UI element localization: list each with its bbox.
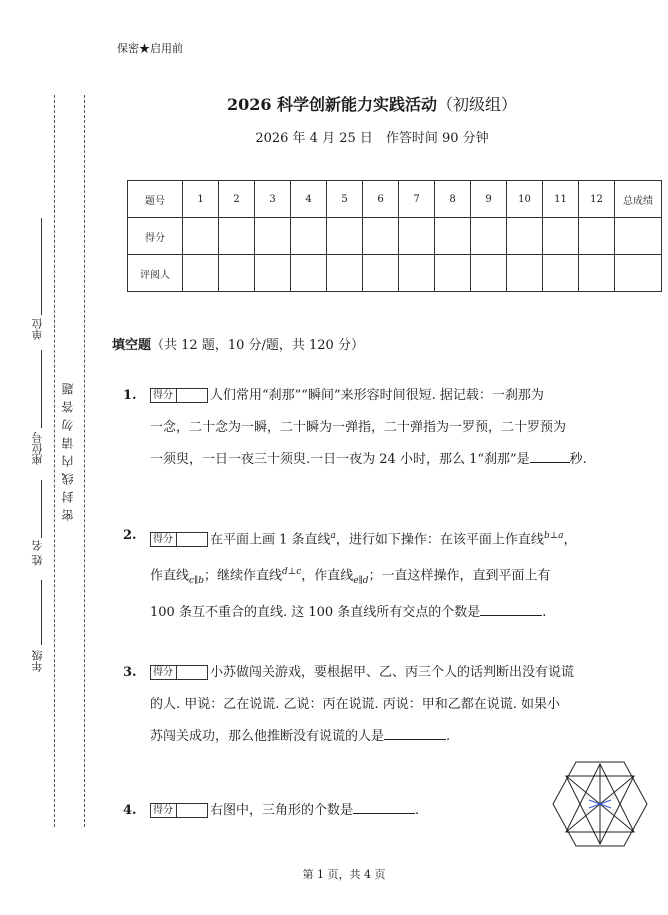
question-text: ， bbox=[563, 532, 577, 548]
exam-title bbox=[0, 92, 668, 115]
header-cell: 10 bbox=[507, 181, 543, 218]
score-box[interactable]: 得分 bbox=[150, 532, 208, 547]
reviewer-cell[interactable] bbox=[363, 255, 399, 292]
header-cell: 11 bbox=[543, 181, 579, 218]
question-number: 4. bbox=[123, 803, 137, 818]
answer-blank[interactable] bbox=[353, 799, 415, 814]
reviewer-cell[interactable] bbox=[399, 255, 435, 292]
score-cell[interactable] bbox=[255, 218, 291, 255]
question-text: 的人. 甲说：乙在说谎. 乙说：丙在说谎. 丙说：甲和乙都在说谎. 如果小 bbox=[150, 697, 561, 712]
score-row bbox=[128, 218, 662, 255]
question-text: . bbox=[446, 729, 451, 744]
answer-blank[interactable] bbox=[530, 448, 570, 463]
math-symbol: a bbox=[330, 531, 336, 541]
row-label-score: 得分 bbox=[128, 218, 183, 255]
name-label: 姓 名 bbox=[31, 540, 44, 566]
reviewer-cell[interactable] bbox=[543, 255, 579, 292]
math-symbol: b⊥a bbox=[543, 531, 564, 541]
header-cell: 12 bbox=[579, 181, 615, 218]
header-cell: 5 bbox=[327, 181, 363, 218]
score-cell[interactable] bbox=[363, 218, 399, 255]
reviewer-cell[interactable] bbox=[327, 255, 363, 292]
question-text: ；一直这样操作，直到平面上有 bbox=[368, 568, 551, 584]
grade-blank[interactable] bbox=[41, 580, 42, 645]
question-text: ，进行如下操作：在该平面上作直线 bbox=[335, 532, 544, 548]
triangle-count-figure bbox=[552, 760, 648, 848]
header-cell: 3 bbox=[255, 181, 291, 218]
score-cell[interactable] bbox=[183, 218, 219, 255]
header-cell: 2 bbox=[219, 181, 255, 218]
question-number: 1. bbox=[123, 388, 137, 403]
total-reviewer-cell[interactable] bbox=[615, 255, 662, 292]
reviewer-cell[interactable] bbox=[435, 255, 471, 292]
question-text: . bbox=[415, 803, 420, 818]
header-cell: 9 bbox=[471, 181, 507, 218]
answer-blank[interactable] bbox=[480, 601, 542, 616]
seal-line-inner bbox=[84, 95, 85, 827]
question-text: 100 条互不重合的直线. 这 100 条直线所有交点的个数是 bbox=[150, 605, 481, 621]
row-label-reviewer: 评阅人 bbox=[128, 255, 183, 292]
grade-label: 年级 bbox=[31, 650, 44, 672]
exam-date-time: 2026 年 4 月 25 日 作答时间 90 分钟 bbox=[255, 131, 489, 146]
total-score-cell[interactable] bbox=[615, 218, 662, 255]
question-number: 3. bbox=[123, 665, 137, 680]
score-cell[interactable] bbox=[543, 218, 579, 255]
math-symbol: e∥d bbox=[353, 576, 369, 587]
question-text: 秒. bbox=[569, 452, 587, 467]
score-table bbox=[127, 180, 662, 292]
reviewer-cell[interactable] bbox=[183, 255, 219, 292]
header-cell: 4 bbox=[291, 181, 327, 218]
question-text: ；继续作直线 bbox=[203, 568, 282, 584]
math-symbol: c∥b bbox=[189, 576, 204, 587]
score-cell[interactable] bbox=[327, 218, 363, 255]
question-text: 一念，二十念为一瞬，二十瞬为一弹指，二十弹指为一罗预，二十罗预为 bbox=[150, 420, 567, 435]
header-cell: 总成绩 bbox=[615, 181, 662, 218]
question-text: 作直线 bbox=[150, 568, 190, 584]
confidential-label: 保密★启用前 bbox=[117, 42, 183, 55]
section-detail: （共 12 题，10 分/题，共 120 分） bbox=[151, 338, 364, 353]
header-cell: 题号 bbox=[128, 181, 183, 218]
score-cell[interactable] bbox=[579, 218, 615, 255]
unit-blank[interactable] bbox=[41, 218, 42, 315]
score-cell[interactable] bbox=[507, 218, 543, 255]
score-cell[interactable] bbox=[219, 218, 255, 255]
header-cell: 1 bbox=[183, 181, 219, 218]
score-box[interactable]: 得分 bbox=[150, 665, 208, 680]
reviewer-cell[interactable] bbox=[579, 255, 615, 292]
reviewer-cell[interactable] bbox=[507, 255, 543, 292]
seat-blank[interactable] bbox=[41, 350, 42, 428]
exam-title-group: （初级组） bbox=[437, 95, 518, 114]
question-text: . bbox=[542, 605, 547, 621]
math-symbol: d⊥c bbox=[282, 567, 302, 578]
question-number: 2. bbox=[123, 528, 137, 543]
question-text: 苏闯关成功，那么他推断没有说谎的人是 bbox=[150, 729, 385, 744]
seal-line-outer bbox=[54, 95, 55, 827]
answer-blank[interactable] bbox=[384, 725, 446, 740]
header-cell: 6 bbox=[363, 181, 399, 218]
reviewer-cell[interactable] bbox=[291, 255, 327, 292]
section-title: 填空题 bbox=[112, 338, 152, 353]
question-text: 一须臾，一日一夜三十须臾.一日一夜为 24 小时，那么 1“刹那”是 bbox=[150, 452, 530, 467]
question-1 bbox=[123, 380, 643, 476]
score-cell[interactable] bbox=[435, 218, 471, 255]
score-cell[interactable] bbox=[399, 218, 435, 255]
question-text: 小苏做闯关游戏，要根据甲、乙、丙三个人的话判断出没有说谎 bbox=[210, 665, 575, 680]
question-text: 人们常用“刹那”“瞬间”来形容时间很短. 据记载：一刹那为 bbox=[210, 388, 544, 403]
reviewer-row bbox=[128, 255, 662, 292]
reviewer-cell[interactable] bbox=[219, 255, 255, 292]
seat-label: 座位号 bbox=[31, 432, 44, 465]
seal-warning: 密封线内请勿答题 bbox=[61, 377, 75, 521]
score-cell[interactable] bbox=[471, 218, 507, 255]
score-box[interactable]: 得分 bbox=[150, 803, 208, 818]
question-3 bbox=[123, 657, 643, 753]
score-box[interactable]: 得分 bbox=[150, 388, 208, 403]
exam-title-main: 2026 科学创新能力实践活动 bbox=[226, 95, 438, 114]
score-table-header-row bbox=[128, 181, 662, 218]
reviewer-cell[interactable] bbox=[255, 255, 291, 292]
name-blank[interactable] bbox=[41, 480, 42, 538]
question-text: ，作直线 bbox=[301, 568, 354, 584]
header-cell: 7 bbox=[399, 181, 435, 218]
header-cell: 8 bbox=[435, 181, 471, 218]
question-2 bbox=[123, 520, 643, 629]
page-footer: 第 1 页，共 4 页 bbox=[302, 868, 386, 881]
question-text: 在平面上画 1 条直线 bbox=[210, 532, 331, 548]
unit-label: 单位 bbox=[31, 318, 44, 340]
reviewer-cell[interactable] bbox=[471, 255, 507, 292]
section-heading bbox=[112, 334, 364, 353]
score-cell[interactable] bbox=[291, 218, 327, 255]
question-text: 右图中，三角形的个数是 bbox=[210, 803, 354, 818]
